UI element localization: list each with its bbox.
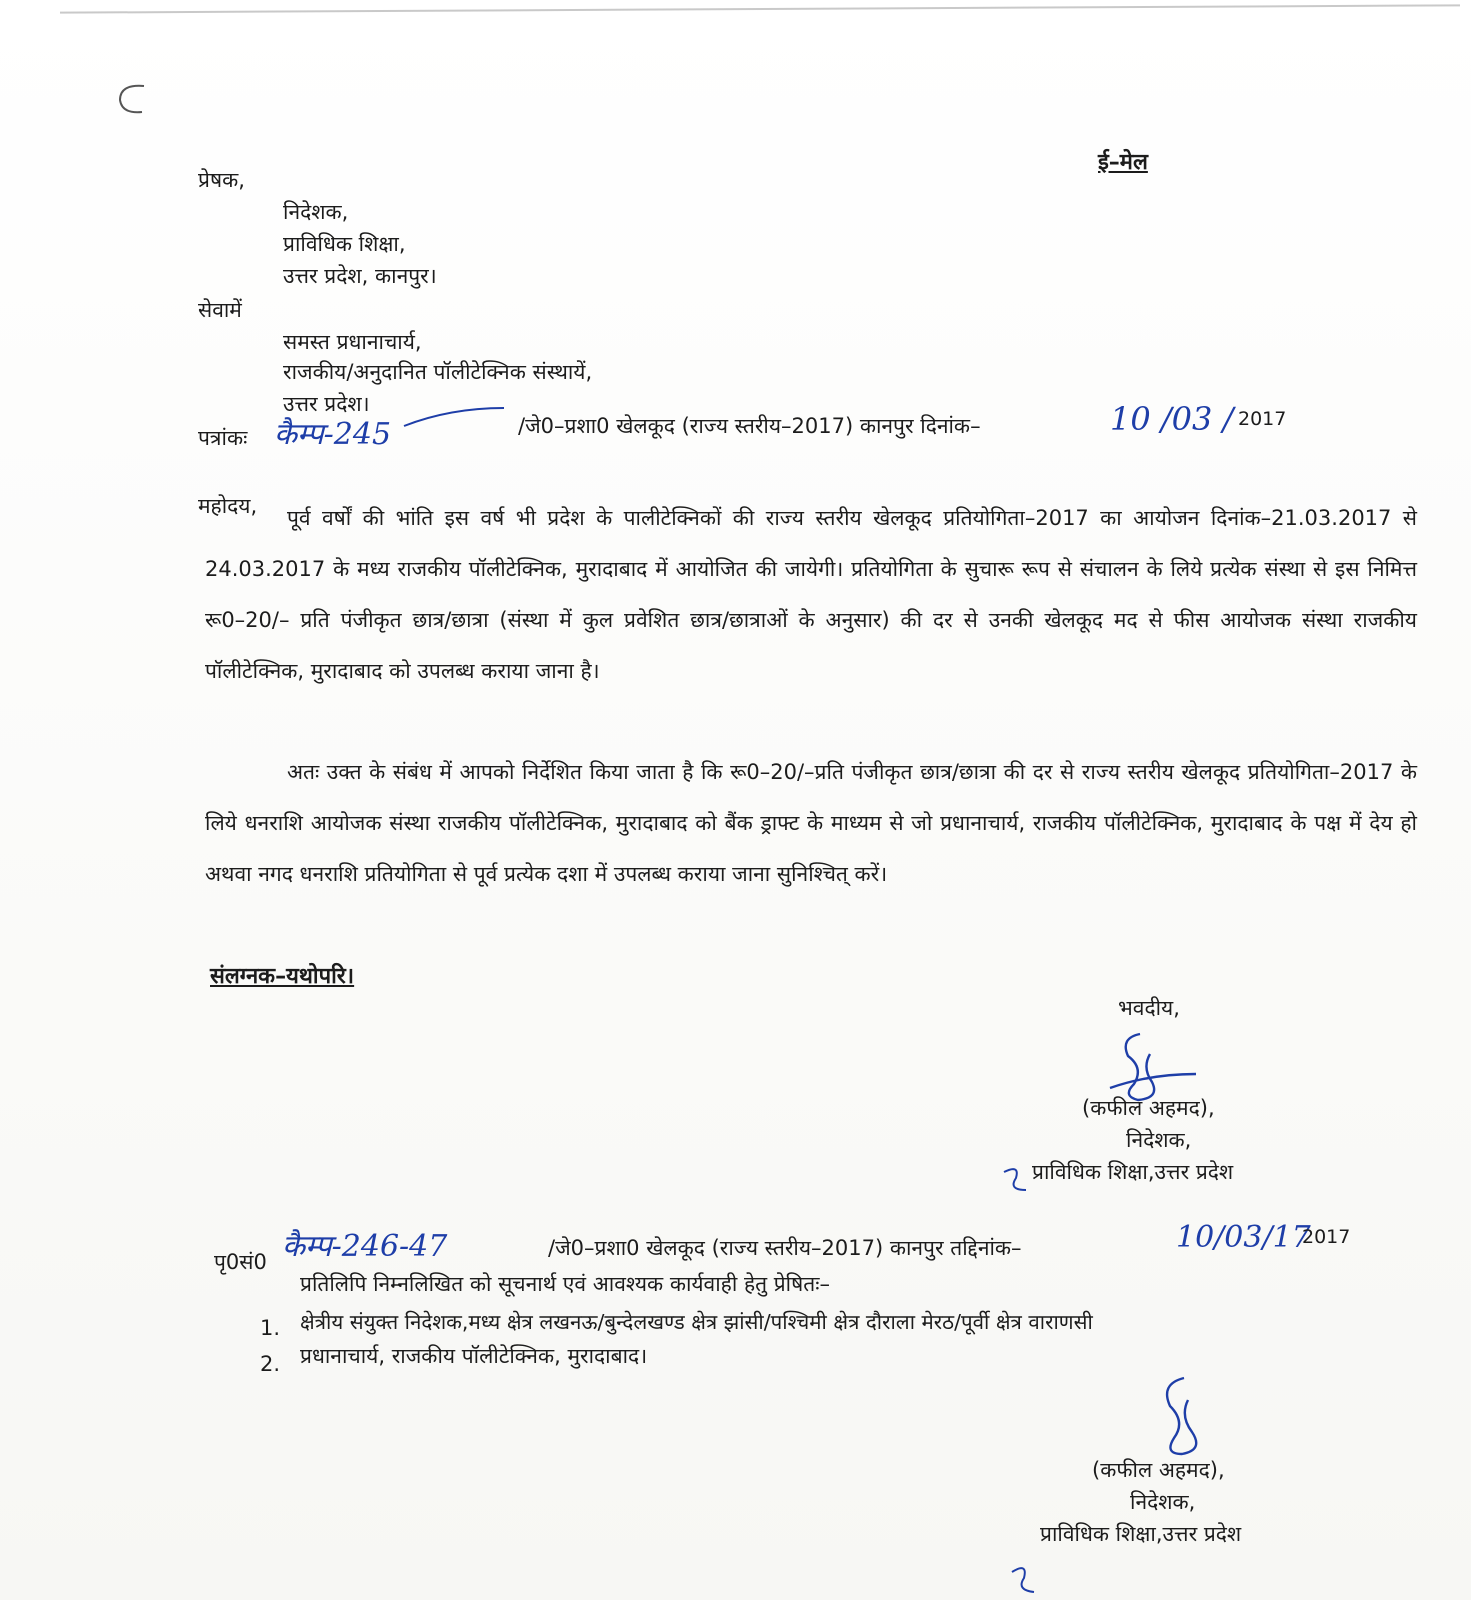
recipient-label: सेवामें (198, 298, 242, 322)
signatory-name: (कफील अहमद), (1082, 1096, 1215, 1120)
recipient-line: समस्त प्रधानाचार्य, (283, 330, 422, 354)
handwritten-date: 10 /03 / (1110, 400, 1234, 438)
copy-ref-text: /जे0–प्रशा0 खेलकूद (राज्य स्तरीय–2017) कानपुर तद्दिनांक– (548, 1236, 1022, 1260)
initials-mark (1006, 1558, 1040, 1598)
copy-ref-year: 2017 (1302, 1226, 1351, 1248)
signatory-name: (कफील अहमद), (1092, 1458, 1225, 1482)
signature (1140, 1372, 1220, 1462)
signatory-department: प्राविधिक शिक्षा,उत्तर प्रदेश (1040, 1522, 1242, 1546)
list-item-number: 2. (260, 1352, 281, 1376)
signatory-designation: निदेशक, (1126, 1128, 1192, 1152)
ink-stroke (400, 402, 510, 432)
salutation: महोदय, (198, 494, 258, 518)
initials-mark (998, 1162, 1032, 1196)
closing: भवदीय, (1118, 996, 1180, 1020)
sender-label: प्रेषक, (198, 168, 245, 192)
recipient-line: राजकीय/अनुदानित पॉलीटेक्निक संस्थायें, (283, 360, 593, 384)
recipient-line: उत्तर प्रदेश। (283, 392, 370, 416)
copy-ref-label: पृ0सं0 (214, 1250, 267, 1274)
list-item: प्रधानाचार्य, राजकीय पॉलीटेक्निक, मुरादाबाद। (300, 1344, 648, 1368)
body-paragraph-2: अतः उक्त के संबंध में आपको निर्देशित किया जाता है कि रू0–20/–प्रति पंजीकृत छात्र/छात्रा की दर से राज्य स्तरीय खेलकूद प्रतियोगिता–2017 के लिये धनराशि आयोजक संस्था राजकीय पॉलीटेक्निक, मुरादाबाद को बैंक ड्राफ्ट के माध्यम से जो प्रधानाचार्य, राजकीय पॉलीटेक्निक, मुरादाबाद के पक्ष में देय हो अथवा नगद धनराशि प्रतियोगिता से पूर्व प्रत्येक दशा में उपलब्ध कराया जाना सुनिश्चित् करें। (205, 760, 1417, 886)
handwritten-ref-number: कैम्प-245 (274, 417, 392, 452)
scan-edge (60, 4, 1460, 13)
sender-line: निदेशक, (283, 200, 349, 224)
punch-hole-icon (112, 78, 152, 118)
signatory-designation: निदेशक, (1130, 1490, 1196, 1514)
signatory-department: प्राविधिक शिक्षा,उत्तर प्रदेश (1032, 1160, 1234, 1184)
list-item: क्षेत्रीय संयुक्त निदेशक,मध्य क्षेत्र लखनऊ/बुन्देलखण्ड क्षेत्र झांसी/पश्चिमी क्षेत्र दौराला मेरठ/पूर्वी क्षेत्र वाराणसी (300, 1310, 1093, 1334)
email-label: ई–मेल (1098, 150, 1148, 175)
handwritten-copy-ref-number: कैम्प-246-47 (282, 1229, 448, 1264)
sender-line: उत्तर प्रदेश, कानपुर। (283, 264, 437, 288)
handwritten-copy-date: 10/03/17 (1176, 1220, 1311, 1255)
ref-year: 2017 (1238, 408, 1287, 430)
sender-line: प्राविधिक शिक्षा, (283, 232, 406, 256)
copy-intro: प्रतिलिपि निम्नलिखित को सूचनार्थ एवं आवश्यक कार्यवाही हेतु प्रेषितः– (300, 1272, 830, 1296)
list-item-number: 1. (260, 1316, 281, 1340)
enclosure-note: संलग्नक–यथोपरि। (210, 964, 355, 989)
body-paragraph-1: पूर्व वर्षों की भांति इस वर्ष भी प्रदेश के पालीटेक्निकों की राज्य स्तरीय खेलकूद प्रतियोगिता–2017 का आयोजन दिनांक–21.03.2017 से 24.03.2017 के मध्य राजकीय पॉलीटेक्निक, मुरादाबाद में आयोजित की जायेगी। प्रतियोगिता के सुचारू रूप से संचालन के लिये प्रत्येक संस्था से इस निमित्त रू0–20/– प्रति पंजीकृत छात्र/छात्रा (संस्था में कुल प्रवेशित छात्र/छात्राओं के अनुसार) की दर से उनकी खेलकूद मद से फीस आयोजक संस्था राजकीय पॉलीटेक्निक, मुरादाबाद को उपलब्ध कराया जाना है। (205, 506, 1417, 683)
ref-text: /जे0–प्रशा0 खेलकूद (राज्य स्तरीय–2017) कानपुर दिनांक– (518, 414, 981, 438)
ref-label: पत्रांकः (198, 426, 248, 450)
